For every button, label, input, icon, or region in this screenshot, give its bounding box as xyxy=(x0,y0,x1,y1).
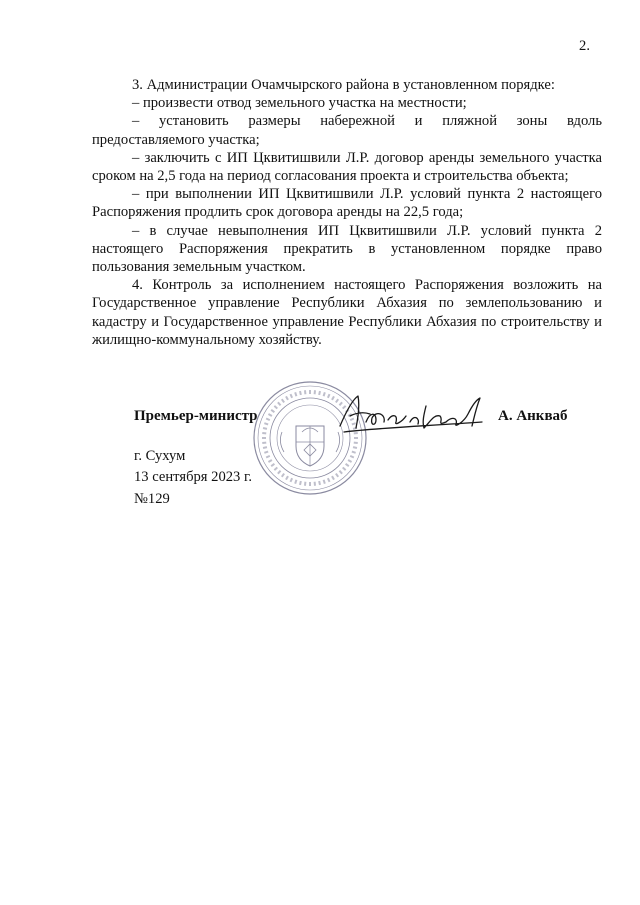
paragraph-3-intro: 3. Администрации Очамчырского района в установленном порядке: xyxy=(132,77,555,93)
paragraph-3-item-4: – при выполнении ИП Цквитишвили Л.Р. условий пункта 2 настоящего Распоряжения продлить срок договора аренды на 22,5 года; xyxy=(92,186,602,221)
document-place: г. Сухум xyxy=(134,448,186,464)
signature-row xyxy=(0,408,640,432)
paragraph-3-item-5: – в случае невыполнения ИП Цквитишвили Л.Р. условий пункта 2 настоящего Распоряжения прекратить в установленном порядке право пользования земельным участком. xyxy=(92,222,602,276)
paragraph-3-item-1: – произвести отвод земельного участка на местности; xyxy=(132,95,467,112)
document-body xyxy=(92,76,602,349)
paragraph-4: 4. Контроль за исполнением настоящего Распоряжения возложить на Государственное управление Республики Абхазия по землепользованию и кадастру и Государственное управление Республики Абхазия по строительству и жилищно-коммунальному хозяйству. xyxy=(92,277,602,348)
page-number: 2. xyxy=(579,38,590,54)
paragraph-3-item-3: – заключить с ИП Цквитишвили Л.Р. договор аренды земельного участка сроком на 2,5 года на период согласования проекта и строительства объекта; xyxy=(92,149,602,185)
document-number: №129 xyxy=(134,491,170,507)
document-date: 13 сентября 2023 г. xyxy=(134,469,252,485)
paragraph-3-item-2: – установить размеры набережной и пляжной зоны вдоль предоставляемого участка; xyxy=(92,113,602,148)
signatory-title: Премьер-министр xyxy=(134,408,258,424)
signatory-name: А. Анкваб xyxy=(498,408,568,424)
